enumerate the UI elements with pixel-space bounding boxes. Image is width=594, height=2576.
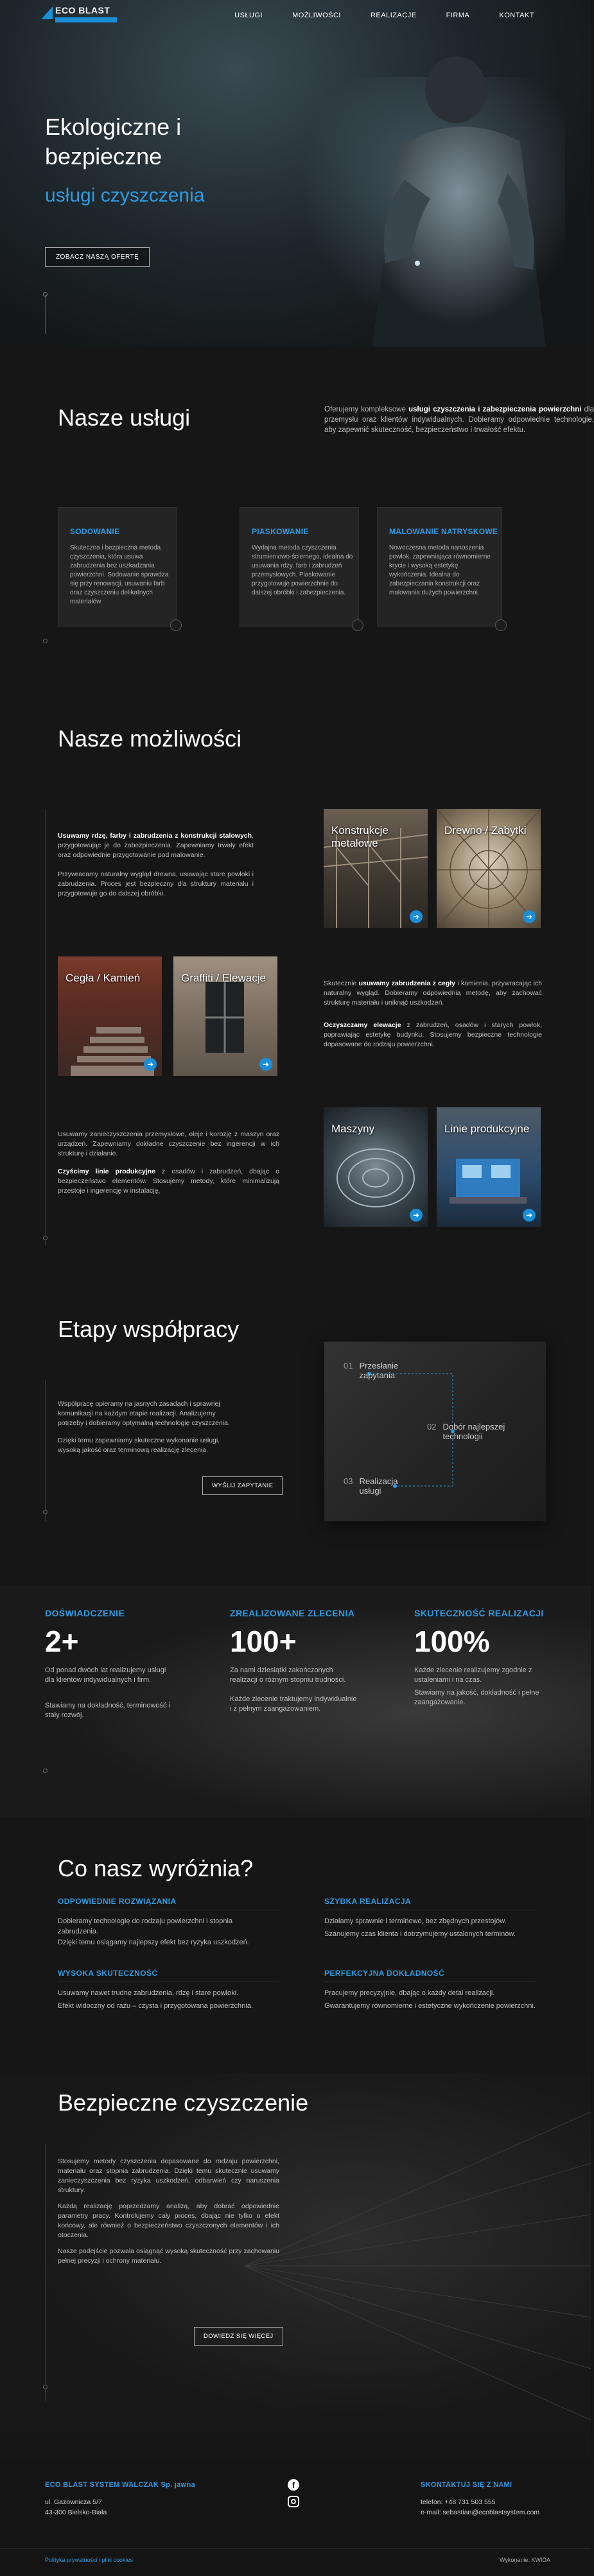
stages-text-1: Współpracę opieramy na jasnych zasadach i sprawnej komunikacji na każdym etapie realizacji. Analizujemy potrzeby i dobieramy optymalną technologię czyszczenia. — [58, 1400, 230, 1427]
main-nav — [205, 12, 534, 19]
nav-firma[interactable]: FIRMA — [446, 12, 470, 19]
feature-title: SZYBKA REALIZACJA — [324, 1897, 412, 1906]
possibilities-text-3b: Czyścimy linie produkcyjne z osadów i zabrudzeń, dbając o bezpieczeństwo elementów. Stosujemy metody, które minimalizują przestoje i ingerencję w instalację. — [58, 1168, 280, 1195]
scroll-dot — [43, 1768, 48, 1773]
stat-value: 100% — [414, 1625, 490, 1658]
service-card-piaskowanie[interactable] — [240, 507, 359, 627]
feature-text: Efekt widoczny od razu – czysta i przygotowana powierzchnia. — [58, 2002, 253, 2010]
tile-label: Konstrukcje metalowe — [331, 824, 389, 849]
stat-title: ZREALIZOWANE ZLECENIA — [230, 1608, 355, 1618]
stat-value: 2+ — [45, 1625, 79, 1658]
services-title: Nasze usługi — [58, 404, 191, 431]
tile-label: Maszyny — [331, 1123, 375, 1135]
possibilities-text-2: Skutecznie usuwamy zabrudzenia z cegły i kamienia, przywracając ich naturalny wygląd. Dobieramy odpowiednią metodę, aby zachować strukturę materiału i uniknąć uszkodzeń. — [324, 980, 542, 1007]
stat-desc: Każde zlecenie realizujemy zgodnie z ustaleniami i na czas. — [414, 1666, 532, 1684]
scroll-dot — [43, 1510, 48, 1514]
step-2: 02 Dobór najlepszej technologii — [427, 1422, 505, 1441]
stages-text-2: Dzięki temu zapewniamy skuteczne wykonanie usługi, wysoką jakość oraz terminową realizację zlecenia. — [58, 1437, 220, 1454]
nav-mozliwosci[interactable]: MOŻLIWOŚCI — [292, 12, 341, 19]
stages-title: Etapy współpracy — [58, 1316, 240, 1342]
safe-text-1: Stosujemy metody czyszczenia dopasowane do rodzaju powierzchni, materiału oraz stopnia zabrudzenia. Dzięki temu skutecznie usuwamy zanieczyszczenia bez ryzyka uszkodzeń, odbarwień czy naruszenia struktury. — [58, 2157, 279, 2194]
arrow-icon[interactable]: ➜ — [144, 1058, 157, 1071]
nav-realizacje[interactable]: REALIZACJE — [370, 12, 417, 19]
tile-konstrukcje[interactable] — [324, 809, 428, 928]
feature-title: ODPOWIEDNIE ROZWIĄZANIA — [58, 1897, 177, 1906]
feature-text: Działamy sprawnie i terminowo, bez zbędnych przestojów. — [324, 1917, 507, 1925]
stat-desc: Od ponad dwóch lat realizujemy usługi dla klientów indywidualnych i firm. — [45, 1666, 166, 1684]
tile-graffiti[interactable] — [173, 956, 277, 1076]
nav-uslugi[interactable]: USŁUGI — [234, 12, 263, 19]
logo-mark — [41, 6, 53, 19]
send-inquiry-button[interactable]: WYŚLIJ ZAPYTANIE — [202, 1476, 283, 1495]
tile-label: Drewno / Zabytki — [444, 824, 527, 836]
footer-address-2: 43-300 Bielsko-Biała — [45, 2509, 107, 2516]
timeline-line — [45, 2144, 46, 2401]
tile-drewno[interactable] — [437, 809, 541, 928]
footer-divider — [0, 2548, 591, 2549]
stat-desc: Każde zlecenie traktujemy indywidualnie i z pełnym zaangażowaniem. — [230, 1695, 357, 1713]
safe-title: Bezpieczne czyszczenie — [58, 2089, 309, 2116]
stat-value: 100+ — [230, 1625, 297, 1658]
logo-bar — [55, 17, 117, 22]
privacy-link[interactable]: Polityka prywatności i pliki cookies — [45, 2557, 134, 2563]
feature-text: Pracujemy precyzyjnie, dbając o każdy detal realizacji. — [324, 1989, 495, 1997]
possibilities-text-2b: Oczyszczamy elewacje z zabrudzeń, osadów i starych powłok, poprawiając estetykę budynku. Stosujemy bezpieczne technologie dopasowane do rodzaju powierzchni. — [324, 1021, 542, 1048]
stat-desc: Stawiamy na dokładność, terminowość i stały rozwój. — [45, 1702, 171, 1719]
possibilities-text-3: Usuwamy zanieczyszczenia przemysłowe, oleje i korozję z maszyn oraz urządzeń. Zapewniamy dokładne czyszczenie bez ingerencji w ich strukturę i działanie. — [58, 1130, 279, 1157]
feature-title: PERFEKCYJNA DOKŁADNOŚĆ — [324, 1969, 445, 1978]
footer-address-1: ul. Gazownicza 5/7 — [45, 2498, 102, 2506]
safe-text-3: Nasze podejście pozwala osiągnąć wysoką skuteczność przy zachowaniu pełnej precyzji i ochrony materiału. — [58, 2247, 279, 2265]
service-card-malowanie[interactable] — [377, 507, 502, 627]
step-1: 01 Przesłanie zapytania — [344, 1361, 399, 1380]
features-title: Co nasz wyróżnia? — [58, 1855, 254, 1881]
footer-company: ECO BLAST SYSTEM WALCZAK Sp. jawna — [45, 2481, 195, 2489]
scroll-dot — [43, 2385, 48, 2389]
made-by[interactable]: Wykonanie: KWIDA — [500, 2557, 550, 2563]
learn-more-button[interactable]: DOWIEDZ SIĘ WIĘCEJ — [194, 2327, 283, 2346]
nav-kontakt[interactable]: KONTAKT — [499, 12, 534, 19]
feature-title: WYSOKA SKUTECZNOŚĆ — [58, 1969, 158, 1978]
timeline-line — [45, 1380, 46, 1521]
hero-title: Ekologiczne i bezpieczne — [45, 114, 182, 169]
scroll-dot — [43, 1236, 48, 1240]
card-arrow-icon[interactable] — [352, 619, 363, 631]
footer-phone[interactable]: telefon: +48 731 503 555 — [421, 2498, 496, 2506]
tile-label: Graffiti / Elewacje — [181, 972, 266, 984]
tile-linie[interactable] — [437, 1107, 541, 1227]
tile-cegla[interactable] — [58, 956, 162, 1076]
header — [0, 0, 591, 36]
card-title: PIASKOWANIE — [252, 527, 309, 536]
hero-section — [0, 0, 591, 347]
feature-text: Dzięki temu osiągamy najlepszy efekt bez ryzyka uszkodzeń. — [58, 1939, 249, 1946]
tile-label: Cegła / Kamień — [66, 972, 141, 984]
services-intro: Oferujemy kompleksowe usługi czyszczenia i zabezpieczenia powierzchni dla przemysłu oraz klientów indywidualnych. Dobieramy odpowiednie technologie, aby zapewnić skuteczność, bezpieczeństwo i trwałość efektu. — [324, 406, 594, 434]
arrow-icon[interactable]: ➜ — [523, 910, 536, 923]
instagram-icon[interactable] — [288, 2496, 299, 2507]
card-desc: Nowoczesna metoda nanoszenia powłok, zapewniająca równomierne krycie i wysoką estetykę wykończenia. Idealna do zabezpieczania konstrukcji oraz malowania dużych powierzchni. — [389, 544, 491, 596]
service-card-sodowanie[interactable] — [58, 507, 177, 627]
possibilities-title: Nasze możliwości — [58, 725, 242, 752]
arrow-icon[interactable]: ➜ — [259, 1058, 272, 1071]
arrow-icon[interactable]: ➜ — [410, 910, 423, 923]
logo-text: ECO BLAST — [55, 5, 110, 15]
stat-title: DOŚWIADCZENIE — [45, 1608, 125, 1618]
stat-desc: Za nami dziesiątki zakończonych realizacji o różnym stopniu trudności. — [230, 1666, 346, 1684]
card-arrow-icon[interactable] — [495, 619, 507, 631]
tile-label: Linie produkcyjne — [444, 1123, 530, 1135]
feature-text: Szanujemy czas klienta i dotrzymujemy ustalonych terminów. — [324, 1930, 516, 1938]
footer-email[interactable]: e-mail: sebastian@ecoblastsystem.com — [421, 2509, 540, 2516]
card-title: SODOWANIE — [70, 527, 120, 536]
logo[interactable] — [41, 5, 118, 24]
stat-title: SKUTECZNOŚĆ REALIZACJI — [414, 1608, 544, 1618]
stages-card — [324, 1342, 546, 1521]
safe-text-2: Każdą realizację poprzedzamy analizą, aby dobrać odpowiednie parametry pracy. Kontrolujemy cały proces, dbając nie tylko o efekt końcowy, ale również o bezpieczeństwo czyszczonych elementów i ich otoczenia. — [58, 2202, 279, 2239]
timeline-line — [45, 809, 46, 1245]
hero-subtitle: usługi czyszczenia — [45, 185, 205, 206]
facebook-icon[interactable]: f — [288, 2479, 299, 2491]
scroll-line — [45, 295, 46, 334]
card-title: MALOWANIE NATRYSKOWE — [389, 527, 498, 536]
feature-text: Dobieramy technologię do rodzaju powierzchni i stopnia zabrudzenia. — [58, 1917, 233, 1935]
scroll-dot — [43, 639, 48, 643]
possibilities-text-1: Usuwamy rdzę, farby i zabrudzenia z konstrukcji stalowych, przygotowując je do zabezpieczenia. Zapewniamy trwały efekt oraz odpowiednie przygotowanie pod malowanie. — [58, 832, 254, 859]
step-3: 03 Realizacja usługi — [344, 1476, 398, 1496]
card-desc: Skuteczna i bezpieczna metoda czyszczenia, która usuwa zabrudzenia bez uszkadzania powierzchni. Sodowanie sprawdza się przy renowacji, usuwaniu farb oraz czyszczeniu delikatnych materiałów. — [70, 544, 169, 605]
feature-text: Usuwamy nawet trudne zabrudzenia, rdzę i stare powłoki. — [58, 1989, 239, 1997]
feature-text: Gwarantujemy równomierne i estetyczne wykończenie powierzchni. — [324, 2002, 536, 2010]
welder-image — [360, 51, 552, 347]
card-arrow-icon[interactable] — [170, 619, 182, 631]
possibilities-text-1b: Przywracamy naturalny wygląd drewna, usuwając stare powłoki i zabrudzenia. Proces jest bezpieczny dla struktury materiału i przygotowuje go do dalszej obróbki. — [58, 870, 254, 897]
offer-button[interactable]: ZOBACZ NASZĄ OFERTĘ — [45, 247, 150, 267]
light-rays — [244, 2073, 591, 2433]
arrow-icon[interactable]: ➜ — [410, 1209, 423, 1222]
footer-contact-title: SKONTAKTUJ SIĘ Z NAMI — [421, 2481, 512, 2489]
tile-maszyny[interactable] — [324, 1107, 428, 1227]
stat-desc: Stawiamy na jakość, dokładność i pełne zaangażowanie. — [414, 1689, 539, 1706]
card-desc: Wydajna metoda czyszczenia strumieniowo-ściernego, idealna do usuwania rdzy, farb i zabrudzeń przemysłowych. Piaskowanie przygotowuje powierzchnie do dalszej obróbki i zabezpieczenia. — [252, 544, 353, 596]
arrow-icon[interactable]: ➜ — [523, 1209, 536, 1222]
